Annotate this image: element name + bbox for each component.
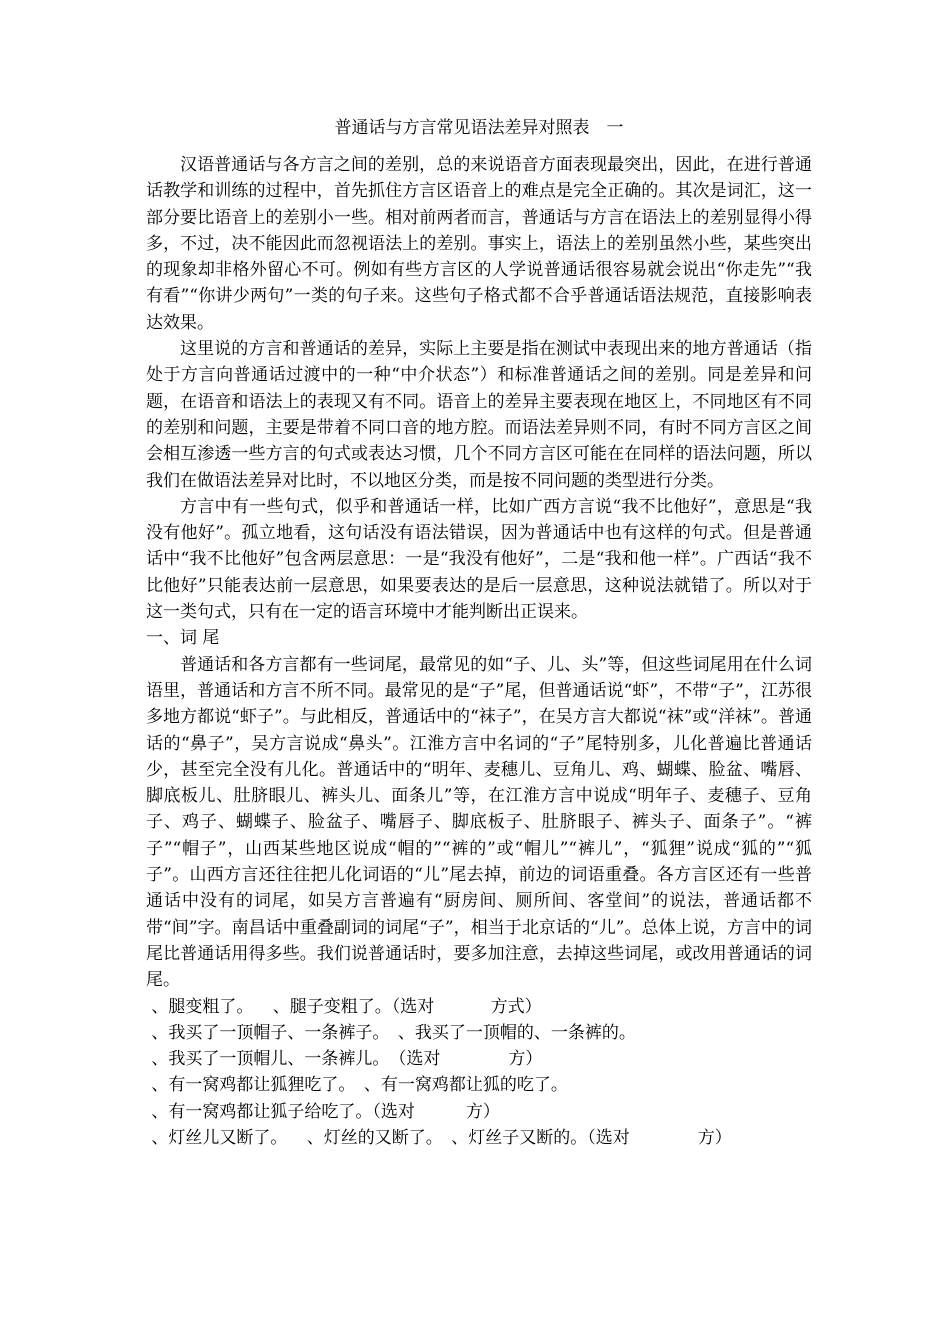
example-line: 、灯丝儿又断了。 、灯丝的又断了。 、灯丝子又断的。（选对 方） — [146, 1127, 732, 1148]
example-line: 、有一窝鸡都让狐狸吃了。 、有一窝鸡都让狐的吃了。 — [146, 1075, 568, 1096]
paragraph: 这里说的方言和普通话的差异，实际上主要是指在测试中表现出来的地方普通话（指处于方言向普通话过渡中的一种“中介状态”）和标准普通话之间的差别。同是差异和问题，在语音和语法上的表现又有不同。语音上的差异主要表现在地区上，不同地区有不同的差别和问题，主要是带着不同口音的地方腔。而语法差异则不同，有时不同方言区之间会相互渗透一些方言的句式或表达习惯，几个不同方言区可能在在同样的语法问题，所以我们在做语法差异对比时，不以地区分类，而是按不同问题的类型进行分类。 — [146, 339, 812, 491]
paragraph: 汉语普通话与各方言之间的差别，总的来说语音方面表现最突出，因此，在进行普通话教学和训练的过程中，首先抓住方言区语音上的难点是完全正确的。其次是词汇，这一部分要比语音上的差别小一些。相对前两者而言，普通话与方言在语法上的差别显得小得多，不过，决不能因此而忽视语法上的差别。事实上，语法上的差别虽然小些，某些突出的现象却非格外留心不可。例如有些方言区的人学说普通话很容易就会说出“你走先”“我有看”“你讲少两句”一类的句子来。这些句子格式都不合乎普通话语法规范，直接影响表达效果。 — [146, 155, 812, 333]
document-page — [146, 112, 812, 1151]
example-line: 、腿变粗了。 、腿子变粗了。（选对 方式） — [146, 996, 542, 1017]
example-list — [146, 994, 812, 1152]
example-line: 、我买了一顶帽子、一条裤子。 、我买了一顶帽的、一条裤的。 — [146, 1022, 636, 1043]
example-line: 、有一窝鸡都让狐子给吃了。（选对 方） — [146, 1101, 500, 1122]
paragraph: 方言中有一些句式，似乎和普通话一样，比如广西方言说“我不比他好”，意思是“我没有他好”。孤立地看，这句话没有语法错误，因为普通话中也有这样的句式。但是普通话中“我不比他好”包含两层意思：一是“我没有他好”，二是“我和他一样”。广西话“我不比他好”只能表达前一层意思，如果要表达的是后一层意思，这种说法就错了。所以对于这一类句式，只有在一定的语言环境中才能判断出正误来。 — [146, 496, 812, 623]
example-line: 、我买了一顶帽儿、一条裤儿。 （选对 方） — [146, 1049, 543, 1070]
section-heading: 一、词 尾 — [146, 628, 220, 649]
section-paragraph: 普通话和各方言都有一些词尾，最常见的如“子、儿、头”等，但这些词尾用在什么词语里，普通话和方言不所不同。最常见的是“子”尾，但普通话说“虾”，不带“子”，江苏很多地方都说“虾子”。与此相反，普通话中的“袜子”，在吴方言大都说“袜”或“洋袜”。普通话的“鼻子”，吴方言说成“鼻头”。江淮方言中名词的“子”尾特别多，儿化普遍比普通话少，甚至完全没有儿化。普通话中的“明年、麦穗儿、豆角儿、鸡、蝴蝶、脸盆、嘴唇、脚底板儿、肚脐眼儿、裤头儿、面条儿”等，在江淮方言中说成“明年子、麦穗子、豆角子、鸡子、蝴蝶子、脸盆子、嘴唇子、脚底板子、肚脐眼子、裤头子、面条子”。“裤子”“帽子”，山西某些地区说成“帽的”“裤的”或“帽儿”“裤儿”，“狐狸”说成“狐的”“狐子”。山西方言还往往把儿化词语的“儿”尾去掉，前边的词语重叠。各方言区还有一些普通话中没有的词尾，如吴方言普遍有“厨房间、厕所间、客堂间”的说法，普通话都不带“间”字。南昌话中重叠副词的词尾“子”，相当于北京话的“儿”。总体上说，方言中的词尾比普通话用得多些。我们说普通话时，要多加注意，去掉这些词尾，或改用普通话的词尾。 — [146, 654, 812, 991]
document-title: 普通话与方言常见语法差异对照表 一 — [334, 118, 624, 138]
